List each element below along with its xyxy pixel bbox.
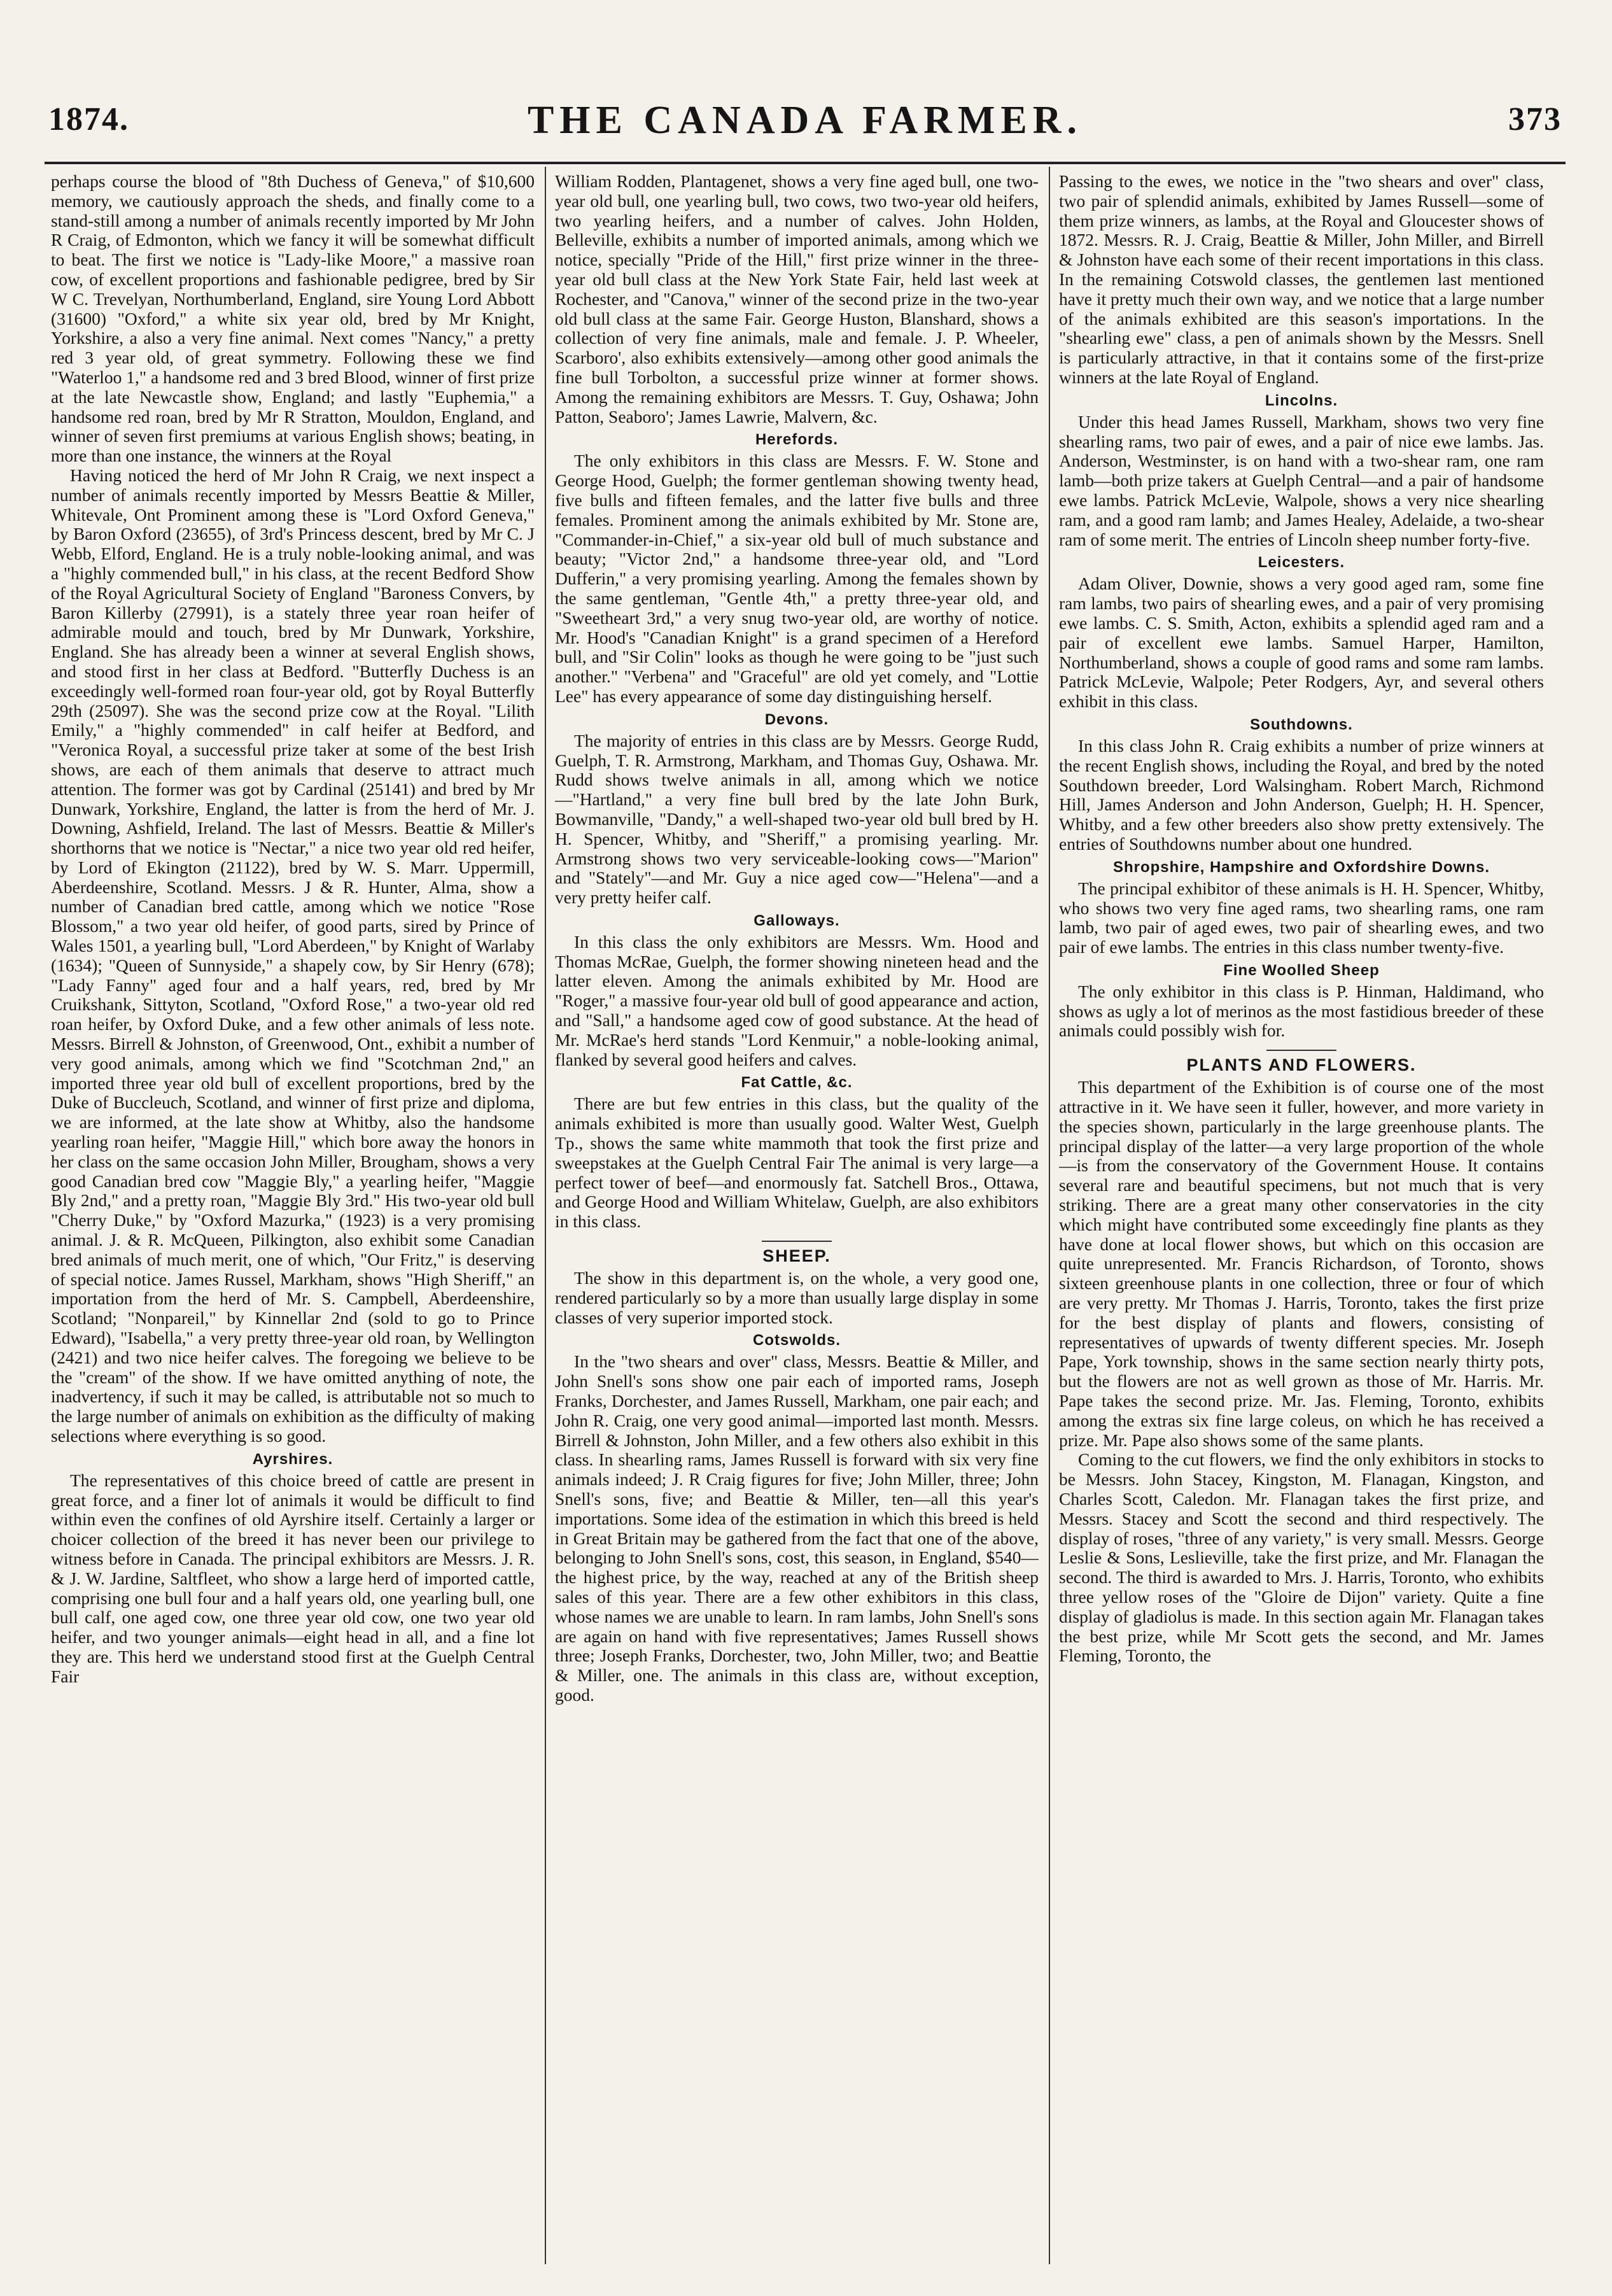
- column-divider: [1049, 167, 1050, 2264]
- section-heading-fine-woolled: Fine Woolled Sheep: [1223, 961, 1380, 979]
- article-paragraph: The show in this department is, on the whole, a very good one, rendered particularly so by a more than usually large display in some classes of very superior imported stock.: [555, 1268, 1039, 1327]
- masthead: [45, 95, 1566, 159]
- issue-year: 1874.: [48, 101, 129, 137]
- article-paragraph: There are but few entries in this class, but the quality of the animals exhibited is more than usually good. Walter West, Guelph Tp., shows the same white mammoth that took the first prize and sweepstakes at the Guelph Central Fair The animal is very large—a perfect tower of beef—and enormously fat. Satchell Bros., Ottawa, and George Hood and William Whitelaw, Guelph, are also exhibitors in this class.: [555, 1094, 1039, 1232]
- article-paragraph: The representatives of this choice breed of cattle are present in great force, and a finer lot of animals it would be difficult to find within even the confines of old Ayrshire itself. Certainly a larger or choicer collection of the breed it has never been our privilege to witness before in Canada. The principal exhibitors are Messrs. J. R. & J. W. Jardine, Saltfleet, who show a large herd of imported cattle, comprising one bull four and a half years old, one yearling bull, one bull calf, one aged cow, one three year old cow, one two year old heifer, and two younger animals—eight head in all, and a fine lot they are. This herd we understand stood first at the Guelph Central Fair: [51, 1470, 535, 1686]
- column-3: [1059, 172, 1544, 2272]
- section-divider: [762, 1241, 832, 1242]
- article-paragraph: Under this head James Russell, Markham, shows two very fine shearling rams, two pair of ewes, and a pair of nice ewe lambs. Jas. Anderson, Westminster, is on hand with a two-shear ram, one ram lamb—both prize takers at Guelph Central—and a pair of handsome ewe lambs. Patrick McLevie, Walpole, shows a very nice shearling ram, and a good ram lamb; and James Healey, Adelaide, a two-shear ram of some merit. The entries of Lincoln sheep number forty-five.: [1059, 411, 1544, 549]
- section-heading-herefords: Herefords.: [755, 431, 839, 449]
- department-heading-plants: PLANTS AND FLOWERS.: [1186, 1055, 1417, 1075]
- article-paragraph: The majority of entries in this class are by Messrs. George Rudd, Guelph, T. R. Armstrong, Markham, and Thomas Guy, Oshawa. Mr. Rudd shows twelve animals in all, among which we notice—"Hartland," a very fine bull bred by the late John Burk, Bowmanville, "Dandy," a well-shaped two-year old bull bred by H. H. Spencer, Whitby, and "Sheriff," a promising yearling. Mr. Armstrong shows two very serviceable-looking cows—"Marion" and "Stately"—and Mr. Guy a nice aged cow—"Helena"—and a very pretty heifer calf.: [555, 730, 1039, 908]
- article-paragraph: In the "two shears and over" class, Messrs. Beattie & Miller, and John Snell's sons show one pair each of imported rams, Joseph Franks, Dorchester, and James Russell, Markham, one pair each; and John R. Craig, one very good animal—imported last month. Messrs. Birrell & Johnston, John Miller, and a few others also exhibit in this class. In shearling rams, James Russell is forward with six very fine animals indeed; J. R Craig figures for five; John Miller, three; John Snell's sons, five; and Beattie & Miller, ten—all this year's importations. Some idea of the estimation in which this breed is held in Great Britain may be gathered from the fact that one of the above, belonging to John Snell's sons, cost, this season, in England, $540—the highest price, by the way, reached at any of the British sheep sales of this year. There are a few other exhibitors in this class, whose names we are unable to learn. In ram lambs, John Snell's sons are again on hand with five representatives; James Russell shows three; Joseph Franks, Dorchester, two, John Miller, two; and Beattie & Miller, one. The animals in this class are, without exception, good.: [555, 1351, 1039, 1705]
- article-paragraph: Adam Oliver, Downie, shows a very good aged ram, some fine ram lambs, two pairs of shearling ewes, and a pair of very promising ewe lambs. C. S. Smith, Acton, exhibits a splendid aged ram and a pair of excellent ewe lambs. Samuel Harper, Hamilton, Northumberland, shows a couple of good rams and some ram lambs. Patrick McLevie, Walpole; Peter Rodgers, Ayr, and several others exhibit in this class.: [1059, 574, 1544, 712]
- section-heading-fat-cattle: Fat Cattle, &c.: [741, 1074, 853, 1092]
- column-1: [51, 172, 535, 2272]
- article-paragraph: perhaps course the blood of "8th Duchess of Geneva," of $10,600 memory, we cautiously approach the sheds, and finally come to a stand-still among a number of animals recently imported by Mr John R Craig, of Edmonton, which we fancy it will be somewhat difficult to beat. The first we notice is "Lady-like Moore," a massive roan cow, of excellent proportions and fashionable pedigree, bred by Sir W C. Trevelyan, Northumberland, England, sire Young Lord Abbott (31600) "Oxford," a white six year old, bred by Mr Knight, Yorkshire, a also a very fine animal. Next comes "Nancy," a pretty red 3 year old, of great symmetry. Following these we find "Waterloo 1," a handsome red and 3 bred Blood, winner of first prize at the late Newcastle show, England; and lastly "Euphemia," a handsome red roan, bred by Mr R Stratton, Mouldon, England, and winner of seven first premiums at various English shows; beating, in more than one instance, the winners at the Royal: [51, 172, 535, 466]
- article-paragraph: Having noticed the herd of Mr John R Craig, we next inspect a number of animals recently imported by Messrs Beattie & Miller, Whitevale, Ont Prominent among these is "Lord Oxford Geneva," by Baron Oxford (23655), of 3rd's Princess descent, bred by Mr C. J Webb, Elford, England. He is a truly noble-looking animal, and was a "highly commended bull," in his class, at the recent Bedford Show of the Royal Agricultural Society of England "Baroness Convers, by Baron Killerby (27991), is a stately three year roan heifer of admirable mould and touch, bred by Mr Dunwark, Yorkshire, England. She has already been a winner at several English shows, and stood first in her class at Bedford. "Butterfly Duchess is an exceedingly well-formed roan four-year old, got by Royal Butterfly 29th (25097). She was the second prize cow at the Royal. "Lilith Emily," a "highly commended" in calf heifer at Bedford, and "Veronica Royal, a successful prize taker at some of the best Irish shows, are each of them animals that deserve to attract much attention. The former was got by Cardinal (25141) and bred by Mr Dunwark, Yorkshire, England, the latter is from the herd of Mr. J. Downing, Ashfield, Ireland. The last of Messrs. Beattie & Miller's shorthorns that we notice is "Nectar," a nice two year old red heifer, by Lord of Ekington (21122), bred by W. S. Marr. Uppermill, Aberdeenshire, Scotland. Messrs. J & R. Hunter, Alma, show a number of Canadian bred cattle, among which we notice "Rose Blossom," a two year old heifer, of good parts, sired by Prince of Wales 1501, a yearling bull, "Lord Aberdeen," by Knight of Warlaby (1634); "Queen of Sunnyside," a shapely cow, by Sir Henry (678); "Lady Fanny" aged four and a half years, red, bred by Mr Cruikshank, Sittyton, Scotland, "Oxford Rose," a two-year old red roan heifer, by Oxford Duke, and a few other animals of less note. Messrs. Birrell & Johnston, of Greenwood, Ont., exhibit a number of very good animals, among which we find "Scotchman 2nd," an imported three year old bull of excellent proportions, bred by the Duke of Buccleuch, Scotland, and winner of first prize and diploma, we are informed, at the late show at Whitby, also the handsome yearling roan heifer, "Maggie Hill," which bore away the honors in her class on the same occasion John Miller, Brougham, shows a very good Canadian bred cow "Maggie Bly," a yearling heifer, "Maggie Bly 2nd," and a pretty roan, "Maggie Bly 3rd." His two-year old bull "Cherry Duke," by "Oxford Mazurka," (1923) is a very promising animal. J. & R. McQueen, Pilkington, also exhibit some Canadian bred animals of much merit, one of which, "Our Fritz," is deserving of special notice. James Russel, Markham, shows "High Sheriff," an importation from the herd of Mr. S. Campbell, Aberdeenshire, Scotland; "Nonpareil," by Kinnellar 2nd (sold to go to Prince Edward), "Isabella," a very pretty three-year old roan, by Wellington (2421) and two nice heifer calves. The foregoing we believe to be the "cream" of the show. If we have omitted anything of note, the inadvertency, if such it may be called, is attributable not so much to the large number of animals on exhibition as the difficulty of making selections where everything is so good.: [51, 465, 535, 1446]
- article-paragraph: The only exhibitor in this class is P. Hinman, Haldimand, who shows as ugly a lot of merinos as the most fastidious breeder of these animals could possibly wish for.: [1059, 981, 1544, 1041]
- section-heading-shropshire: Shropshire, Hampshire and Oxfordshire Downs.: [1112, 858, 1490, 876]
- masthead-rule: [45, 162, 1566, 164]
- section-heading-devons: Devons.: [764, 710, 829, 728]
- section-divider: [1266, 1050, 1336, 1051]
- article-paragraph: The principal exhibitor of these animals is H. H. Spencer, Whitby, who shows two very fine aged rams, two shearling rams, one ram lamb, two pair of aged ewes, two pair of shearling ewes, and two pair of ewe lambs. The entries in this class number twenty-five.: [1059, 878, 1544, 957]
- article-paragraph: In this class John R. Craig exhibits a number of prize winners at the recent English shows, including the Royal, and bred by the noted Southdown breeder, Lord Walsingham. Robert March, Richmond Hill, James Anderson and John Anderson, Guelph; H. H. Spencer, Whitby, and a few other breeders also show pretty extensively. The entries of Southdowns number about one hundred.: [1059, 735, 1544, 854]
- article-paragraph: This department of the Exhibition is of course one of the most attractive in it. We have seen it fuller, however, and more variety in the species shown, particularly in the large greenhouse plants. The principal display of the latter—a very large proportion of the whole—is from the conservatory of the Government House. It contains several rare and beautiful specimens, but not much that is very striking. There are a great many other conservatories in the city which might have contributed some exceedingly fine plants as they have done at local flower shows, but which on this occasion are quite unrepresented. Mr. Francis Richardson, of Toronto, shows sixteen greenhouse plants in one collection, three or four of which are very pretty. Mr Thomas J. Harris, Toronto, takes the first prize for the best display of plants and flowers, consisting of representatives of upwards of twenty different species. Mr. Joseph Pape, York township, shows in the same section nearly thirty pots, but the flowers are not as well grown as those of Mr. Harris. Mr. Pape takes the second prize. Mr. Jas. Fleming, Toronto, exhibits among the extras six fine large coleus, on which he has received a prize. Mr. Pape also shows some of the same plants.: [1059, 1077, 1544, 1450]
- article-paragraph: Coming to the cut flowers, we find the only exhibitors in stocks to be Messrs. John Stacey, Kingston, M. Flanagan, Kingston, and Charles Scott, Caledon. Mr. Flanagan takes the first prize, and Messrs. Stacey and Scott the second and third respectively. The display of roses, "three of any variety," is very small. Messrs. George Leslie & Sons, Leslieville, take the first prize, and Mr. Flanagan the second. The third is awarded to Mrs. J. Harris, Toronto, who exhibits three yellow roses of the "Gloire de Dijon" variety. Quite a fine display of gladiolus is made. In this section again Mr. Flanagan takes the best prize, while Mr Scott gets the second, and Mr. James Fleming, Toronto, the: [1059, 1449, 1544, 1666]
- page-number: 373: [1508, 101, 1562, 137]
- column-divider: [545, 167, 546, 2264]
- section-heading-ayrshires: Ayrshires.: [252, 1450, 333, 1468]
- section-heading-lincolns: Lincolns.: [1265, 391, 1338, 409]
- department-heading-sheep: SHEEP.: [762, 1246, 831, 1266]
- article-paragraph: Passing to the ewes, we notice in the "two shears and over" class, two pair of splendid animals, exhibited by James Russell—some of them prize winners, as lambs, at the Royal and Gloucester shows of 1872. Messrs. R. J. Craig, Beattie & Miller, John Miller, and Birrell & Johnston have each some of their recent importations in this class. In the remaining Cotswold classes, the gentlemen last mentioned have it pretty much their own way, and we notice that a large number of the animals exhibited are this season's importations. In the "shearling ewe" class, a pen of animals shown by the Messrs. Snell is particularly attractive, in that it contains some of the first-prize winners at the late Royal of England.: [1059, 172, 1544, 387]
- section-heading-leicesters: Leicesters.: [1258, 554, 1345, 572]
- newspaper-title: THE CANADA FARMER.: [527, 99, 1083, 142]
- column-2: [555, 172, 1039, 2272]
- section-heading-cotswolds: Cotswolds.: [752, 1332, 841, 1349]
- article-paragraph: William Rodden, Plantagenet, shows a very fine aged bull, one two-year old bull, one yearling bull, two cows, two two-year old heifers, two yearling heifers, and a number of calves. John Holden, Belleville, exhibits a number of imported animals, among which we notice, specially "Pride of the Hill," first prize winner in the three-year old bull class at the New York State Fair, held last week at Rochester, and "Canova," winner of the second prize in the two-year old bull class at the same Fair. George Huston, Blanshard, shows a collection of very fine animals, male and female. J. P. Wheeler, Scarboro', also exhibits extensively—among other good animals the fine bull Torbolton, a successful prize winner at former shows. Among the remaining exhibitors are Messrs. T. Guy, Oshawa; John Patton, Seaboro'; James Lawrie, Malvern, &c.: [555, 172, 1039, 426]
- article-paragraph: The only exhibitors in this class are Messrs. F. W. Stone and George Hood, Guelph; the former gentleman showing twenty head, five bulls and fifteen females, and the latter five bulls and three females. Prominent among the animals exhibited by Mr. Stone are, "Commander-in-Chief," a six-year old bull of much substance and beauty; "Victor 2nd," a handsome three-year old, and "Lord Dufferin," a very promising yearling. Among the females shown by the same gentleman, "Gentle 4th," a pretty three-year old, and "Sweetheart 3rd," a very snug two-year old, are worthy of notice. Mr. Hood's "Canadian Knight" is a grand specimen of a Hereford bull, and "Sir Colin" looks as though he were going to be "just such another." "Verbena" and "Graceful" are old yet comely, and "Lottie Lee" has every appearance of some day distinguishing herself.: [555, 451, 1039, 706]
- section-heading-southdowns: Southdowns.: [1250, 715, 1353, 733]
- article-paragraph: In this class the only exhibitors are Messrs. Wm. Hood and Thomas McRae, Guelph, the former showing nineteen head and the latter eleven. Among the animals exhibited by Mr. Hood are "Roger," a massive four-year old bull of good appearance and action, and "Sall," a handsome aged cow of good substance. At the head of Mr. McRae's herd stands "Lord Kenmuir," a noble-looking animal, flanked by several good heifers and calves.: [555, 931, 1039, 1069]
- section-heading-galloways: Galloways.: [753, 912, 840, 929]
